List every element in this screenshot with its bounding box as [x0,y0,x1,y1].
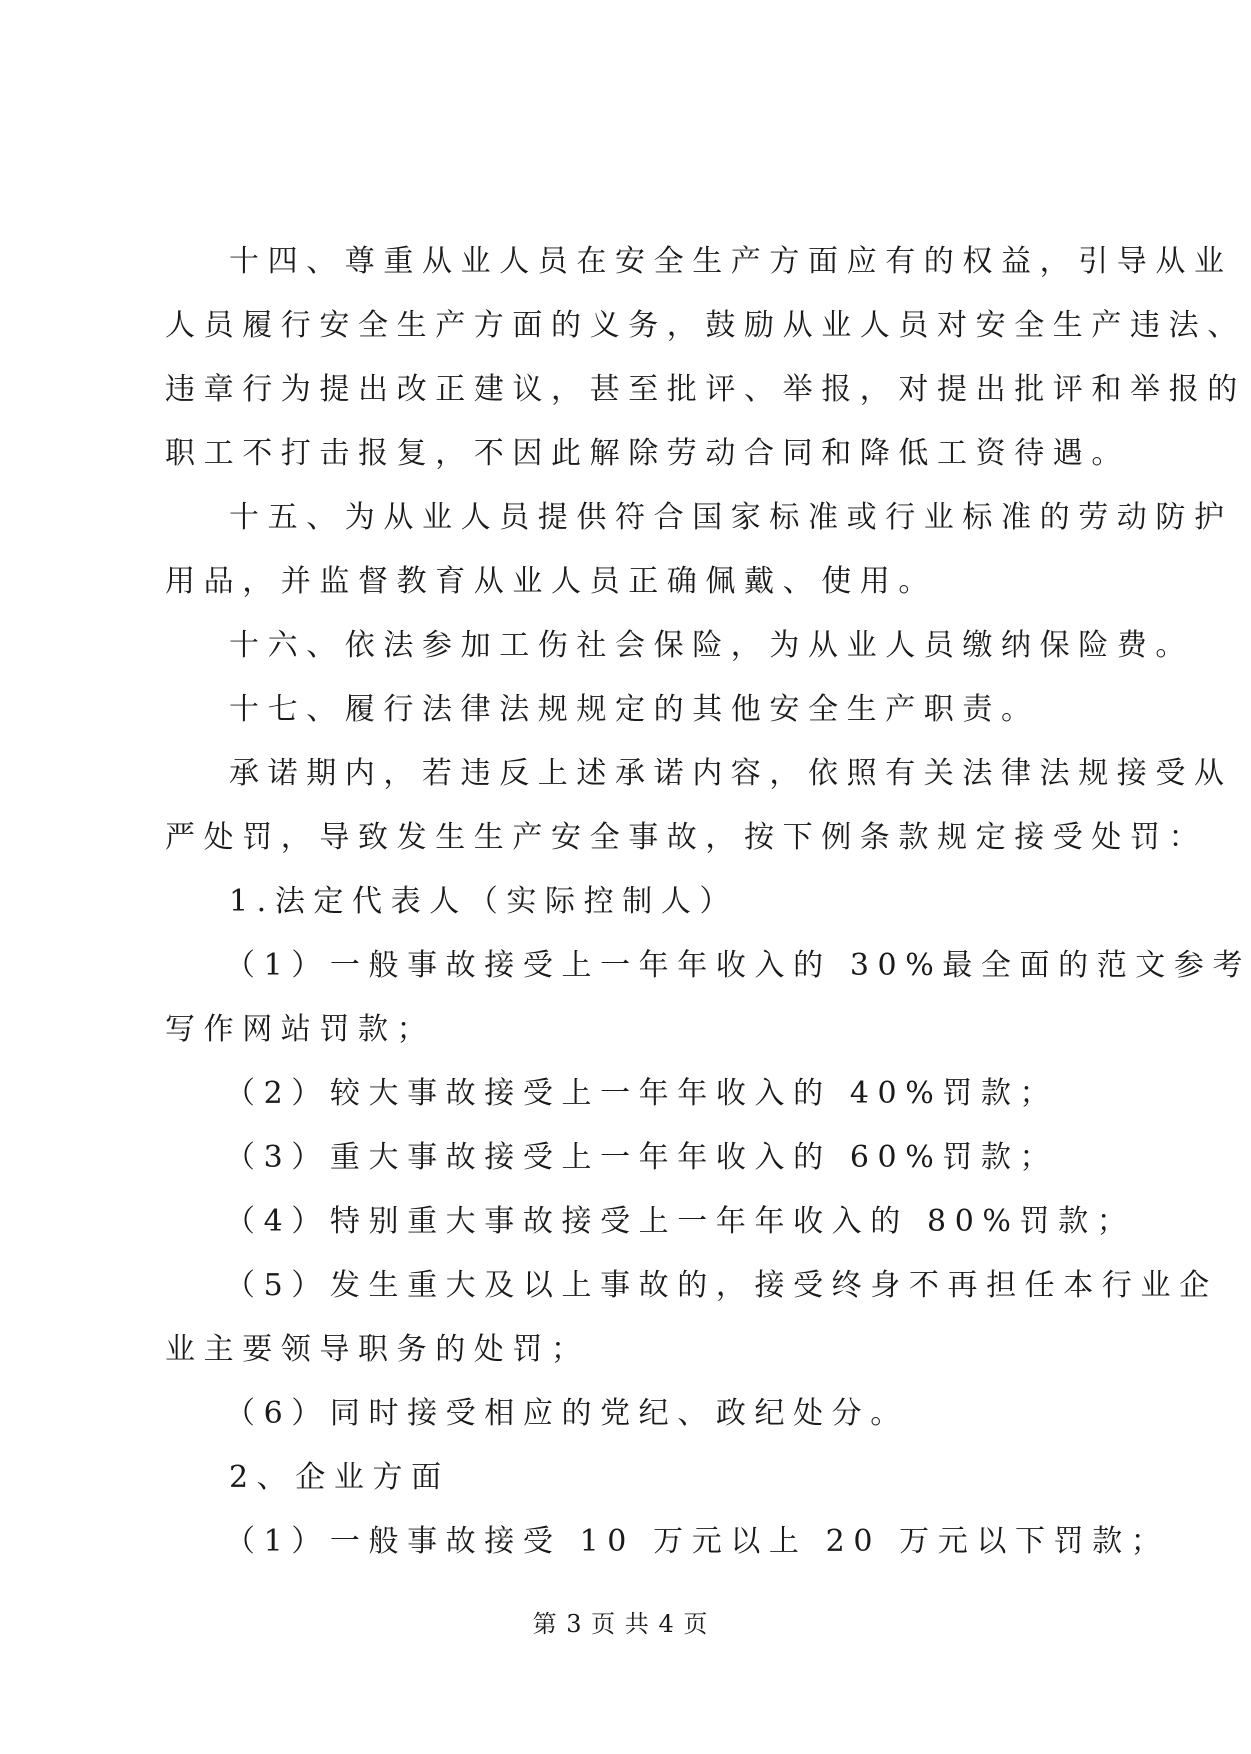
paragraph-line: 十四、尊重从业人员在安全生产方面应有的权益，引导从业 [229,244,1233,279]
list-item-continuation: 业主要领导职务的处罚； [165,1332,590,1367]
list-item: （2）较大事故接受上一年年收入的 40%罚款； [225,1076,1059,1111]
list-item: （6）同时接受相应的党纪、政纪处分。 [225,1396,909,1431]
paragraph-line: 十六、依法参加工伤社会保险，为从业人员缴纳保险费。 [229,628,1194,663]
paragraph-line: 职工不打击报复，不因此解除劳动合同和降低工资待遇。 [165,436,1130,471]
list-item: （1）一般事故接受 10 万元以上 20 万元以下罚款； [225,1524,1170,1559]
list-item: （4）特别重大事故接受上一年年收入的 80%罚款； [225,1204,1136,1239]
paragraph-line: 用品，并监督教育从业人员正确佩戴、使用。 [165,564,937,599]
list-item: （1）一般事故接受上一年年收入的 30%最全面的范文参考 [225,948,1251,983]
paragraph-line: 人员履行安全生产方面的义务，鼓励从业人员对安全生产违法、 [165,308,1246,343]
paragraph-line: 承诺期内，若违反上述承诺内容，依照有关法律法规接受从 [229,756,1233,791]
paragraph-line: 严处罚，导致发生生产安全事故，按下例条款规定接受处罚： [165,820,1208,855]
paragraph-line: 违章行为提出改正建议，甚至批评、举报，对提出批评和举报的 [165,372,1246,407]
list-item: （3）重大事故接受上一年年收入的 60%罚款； [225,1140,1059,1175]
list-item: （5）发生重大及以上事故的，接受终身不再担任本行业企 [225,1268,1218,1303]
paragraph-line: 十五、为从业人员提供符合国家标准或行业标准的劳动防护 [229,500,1233,535]
list-item-continuation: 写作网站罚款； [165,1012,436,1047]
paragraph-line: 十七、履行法律法规规定的其他安全生产职责。 [229,692,1040,727]
section-heading: 1.法定代表人（实际控制人） [229,884,739,919]
section-heading: 2、企业方面 [229,1460,450,1495]
page-number-footer: 第 3 页 共 4 页 [532,1610,709,1638]
document-body [165,230,1251,1574]
